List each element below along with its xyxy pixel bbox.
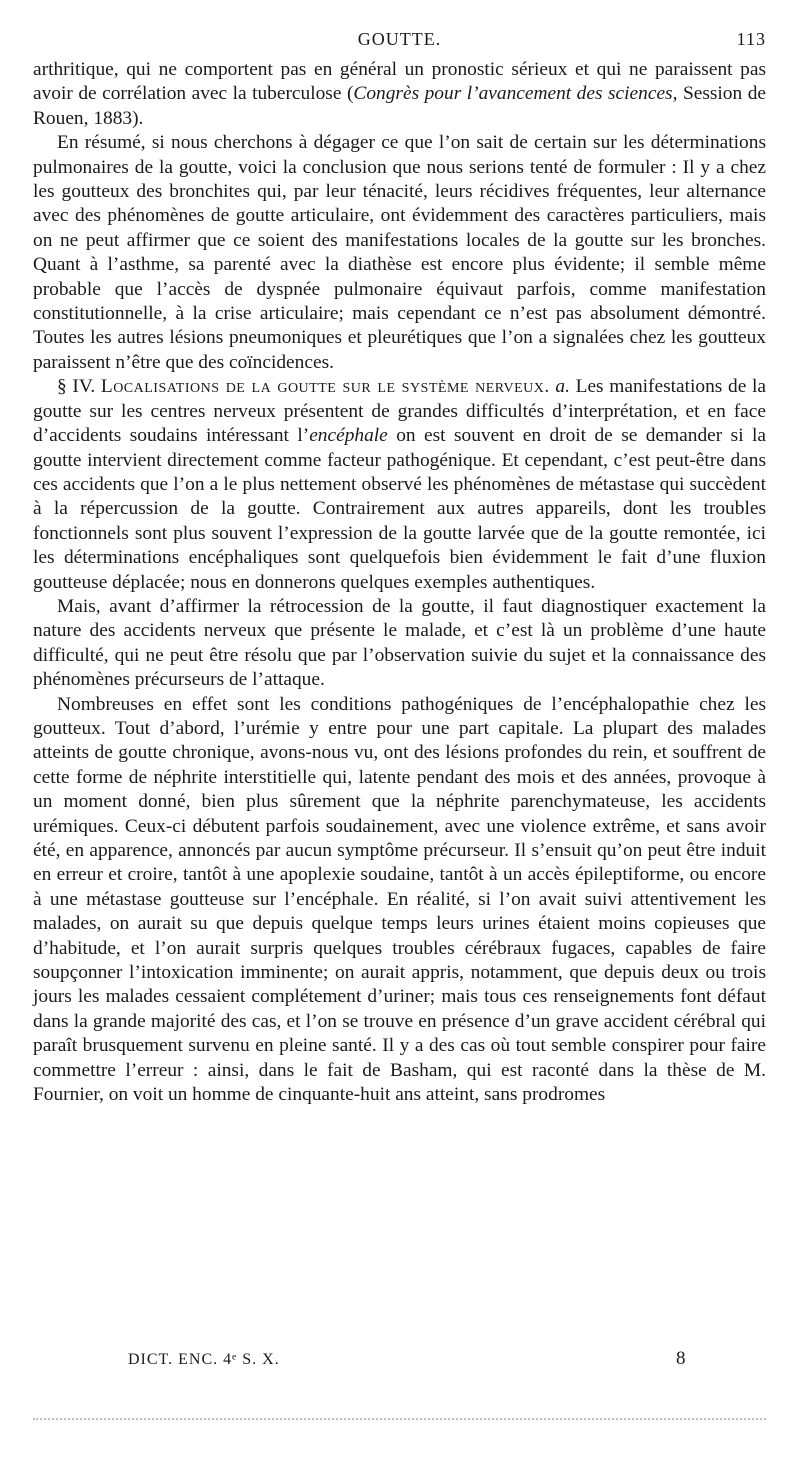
paragraph-uremia: Nombreuses en effet sont les conditions pathogéniques de l’encéphalopathie chez les goutteux. Tout d’abord, l’urémie y entre pour une part capitale. La plupart des malades atteints de goutte chronique, avons-nous vu, ont des lésions profondes du rein, et souffrent de cette forme de néphrite interstitielle qui, latente pendant des mois et des années, provoque à un moment donné, bien plus sûrement que la néphrite parenchymateuse, les accidents urémiques. Ceux-ci débutent parfois soudainement, avec une violence extrême, et sans avoir été, en apparence, annoncés par aucun symptôme précurseur. Il s’ensuit qu’on peut être induit en erreur et croire, tantôt à une apoplexie soudaine, tantôt à un accès épileptiforme, ou encore à une métastase goutteuse sur l’encéphale. En réalité, si l’on avait suivi attentivement les malades, on aurait su que depuis quelque temps leurs urines étaient moins copieuses que d’habitude, et l’on aurait surpris quelques troubles cérébraux fugaces, capables de faire soupçonner l’intoxication imminente; on aurait appris, notamment, que depuis deux ou trois jours les malades cessaient complétement d’uriner; mais tous ces renseignements font défaut dans la grande majorité des cas, et l’on se trouve en présence d’un grave accident cérébral qui paraît brusquement survenu en pleine santé. Il y a des cas où tout semble conspirer pour faire commettre l’erreur : ainsi, dans le fait de Basham, qui est raconté dans la thèse de M. Fournier, on voit un homme de cinquante-huit ans atteint, sans prodromes: [33, 693, 766, 1106]
text-run: Session de Rouen, 1883).: [33, 83, 766, 129]
page-number: 113: [736, 29, 766, 49]
section-heading: Localisations de la goutte sur le système nerveux.: [100, 376, 550, 398]
paragraph-continuation: [33, 58, 766, 131]
item-marker: a.: [555, 376, 570, 398]
section-mark: § IV.: [57, 376, 96, 398]
text-run: on est souvent en droit de se demander si la goutte intervient directement comme facteur pathogénique. Et cependant, c’est peut-être dans ces accidents que l’on a le plus nettement observé les phénomènes de métastase qui succèdent à la répercussion de la goutte. Contrairement aux autres appareils, dont les troubles fonctionnels sont plus souvent l’expression de la goutte larvée que de la goutte remontée, ici les déterminations encéphaliques sont quelquefois bien évidemment le fait d’une fluxion goutteuse déplacée; nous en donnerons quelques exemples authentiques.: [33, 425, 766, 593]
article-body: [33, 58, 766, 1107]
printer-signature: DICT. ENC. 4ᵉ S. X.: [128, 1351, 280, 1368]
text-run: Les manifestations de la goutte sur les centres nerveux présentent de grandes difficultés d’interprétation, et en face d’accidents soudains intéressant l’: [33, 376, 766, 447]
paragraph-diagnosis: Mais, avant d’affirmer la rétrocession de la goutte, il faut diagnostiquer exactement la nature des accidents nerveux que présente le malade, et c’est là un problème d’une haute difficulté, qui ne peut être résolu que par l’observation suivie du sujet et la connaissance des phénomènes précurseurs de l’attaque.: [33, 595, 766, 691]
text-run: arthritique, qui ne comportent pas en général un pronostic sérieux et qui ne paraissent pas avoir de corrélation avec la tuberculose (: [33, 59, 766, 105]
sheet-number: 8: [676, 1348, 687, 1369]
running-header: [33, 29, 766, 55]
italic-term: encéphale: [309, 425, 388, 447]
running-title: GOUTTE.: [357, 29, 442, 49]
paragraph-resume: En résumé, si nous cherchons à dégager ce que l’on sait de certain sur les déterminations pulmonaires de la goutte, voici la conclusion que nous serions tenté de formuler : Il y a chez les goutteux des bronchites qui, par leur ténacité, leurs récidives fréquentes, leur alternance avec des phénomènes de goutte articulaire, ont évidemment des caractères particuliers, mais on ne peut affirmer que ce soient des manifestations locales de la goutte sur les bronches. Quant à l’asthme, sa parenté avec la diathèse est encore plus évidente; il semble même probable que l’accès de dyspnée pulmonaire équivaut parfois, comme manifestation constitutionnelle, à la crise articulaire; mais cependant ce n’est pas absolument démontré. Toutes les autres lésions pneumoniques et pleurétiques que l’on a signalées chez les goutteux paraissent n’être que des coïncidences.: [33, 132, 766, 373]
paragraph-section-iv: [33, 375, 766, 595]
bottom-dotted-rule: [33, 1418, 766, 1420]
cited-congress-title: Congrès pour l’avancement des sciences,: [353, 83, 678, 105]
